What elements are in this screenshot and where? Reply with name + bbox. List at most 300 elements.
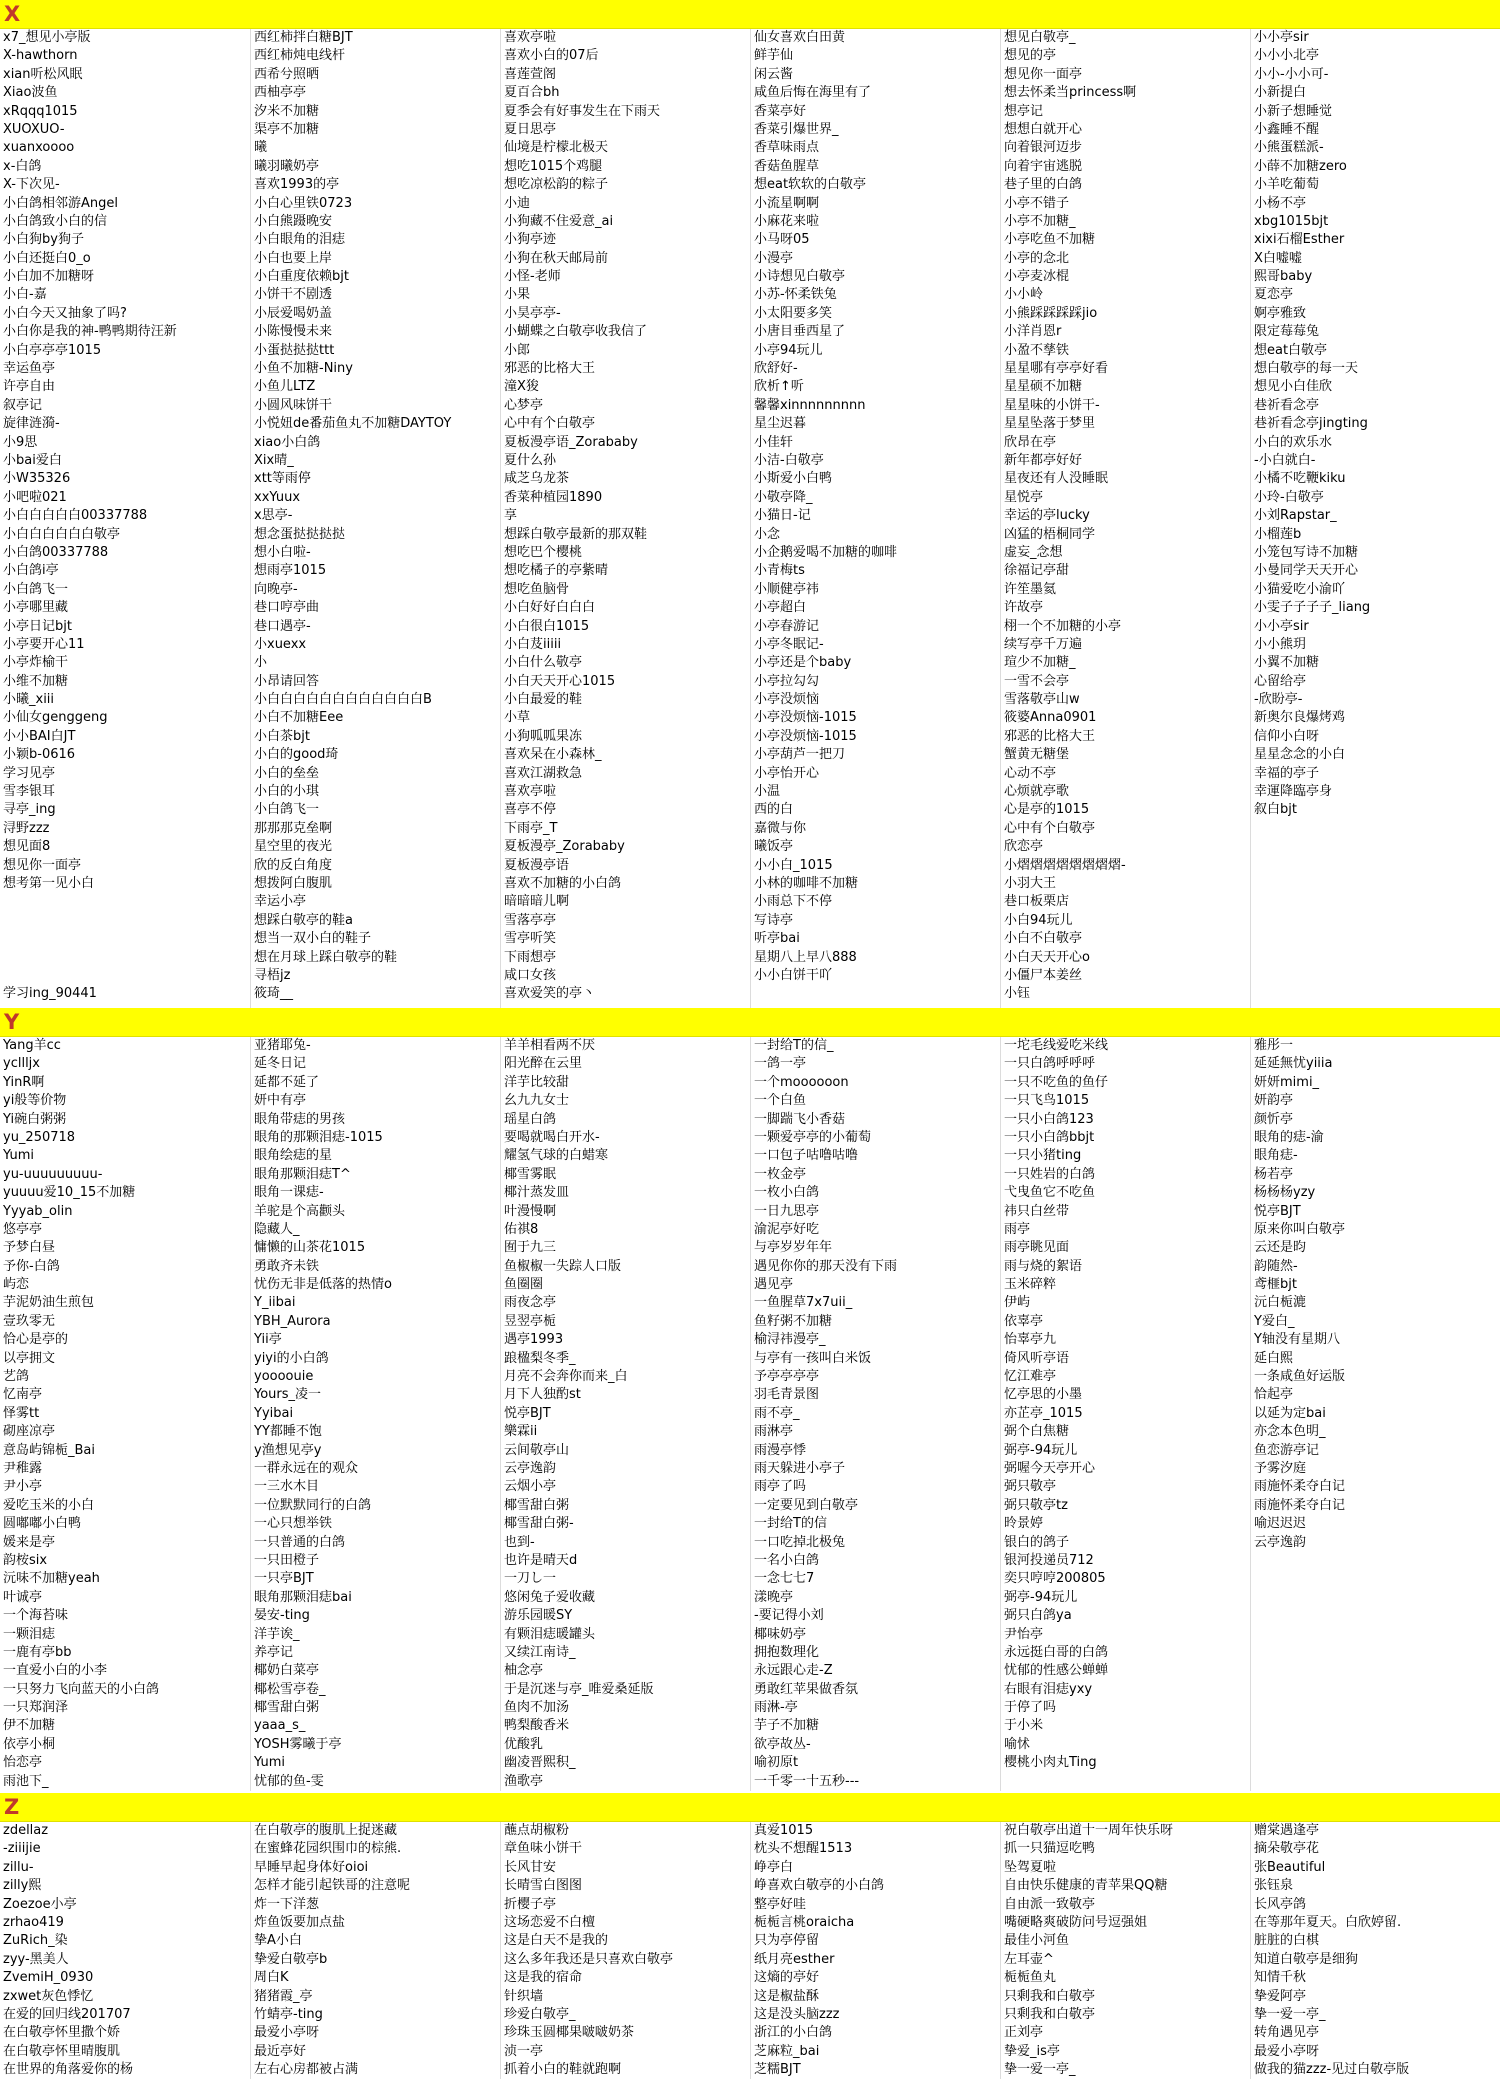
name-cell: 鱼圈圈 bbox=[504, 1277, 544, 1293]
name-cell: 熙哥baby bbox=[1254, 269, 1313, 285]
name-cell: 那那那克垒啊 bbox=[254, 820, 333, 836]
name-cell: 只剩我和白敬亭 bbox=[1004, 2006, 1096, 2022]
name-cell: 许故亭 bbox=[1004, 600, 1044, 616]
name-cell: 坠驾夏啦 bbox=[1004, 1859, 1057, 1875]
name-cell: 小鱼不加糖-Niny bbox=[254, 361, 353, 377]
name-cell: x7_想见小亭版 bbox=[3, 30, 91, 45]
name-cell: 柚念亭 bbox=[504, 1663, 544, 1679]
name-cell: 小翼不加糖 bbox=[1254, 655, 1320, 671]
name-cell: 摘朵敬亭花 bbox=[1254, 1841, 1320, 1857]
name-cell: 蟹黄无糖堡 bbox=[1004, 747, 1070, 763]
name-cell: 巷祈看念亭jingting bbox=[1254, 416, 1368, 432]
name-cell: zxwet灰色悸忆 bbox=[3, 1988, 94, 2004]
name-cell: 小白-嘉 bbox=[3, 287, 47, 303]
name-cell: 想见小白佳欣 bbox=[1254, 379, 1333, 395]
name-cell: 一念七七7 bbox=[754, 1571, 815, 1587]
name-cell: 香草味雨点 bbox=[754, 140, 820, 156]
name-cell: 针织墙 bbox=[504, 1988, 544, 2004]
name-cell: 一只郑润泽 bbox=[3, 1700, 69, 1716]
name-cell: 悠亭亭 bbox=[3, 1221, 43, 1237]
name-cell: 小曼同学天天开心 bbox=[1254, 563, 1359, 579]
name-cell: 洋芋比较甜 bbox=[504, 1074, 570, 1090]
name-cell: 尹怡亭 bbox=[1004, 1626, 1044, 1642]
name-cell: 尹稚露 bbox=[3, 1460, 43, 1476]
name-cell: 小白不白敬亭 bbox=[1004, 931, 1083, 947]
name-cell: 心留给亭 bbox=[1254, 673, 1307, 689]
name-cell: 嘉微与你 bbox=[754, 820, 807, 836]
name-cell: 眼角痣- bbox=[1254, 1148, 1298, 1164]
name-cell: 屿恋 bbox=[3, 1277, 30, 1293]
name-cell: 与亭有一孩叫白米饭 bbox=[754, 1350, 872, 1366]
name-cell: x-白鸽 bbox=[3, 158, 42, 174]
name-cell: 小蛋挞挞挞ttt bbox=[254, 342, 335, 358]
name-column bbox=[0, 29, 250, 1022]
name-cell: 想踩白敬亭的鞋a bbox=[254, 912, 353, 928]
name-cell: 小盈不孳铁 bbox=[1004, 342, 1070, 358]
name-cell: 小郎 bbox=[504, 342, 531, 358]
name-cell: 弼亭-94玩儿 bbox=[1004, 1589, 1078, 1605]
name-cell: 炸一下洋葱 bbox=[254, 1896, 320, 1912]
name-cell: 想念蛋挞挞挞挞 bbox=[254, 526, 346, 542]
name-cell: 小亭哪里藏 bbox=[3, 600, 69, 616]
name-cell: 一只亭BJT bbox=[254, 1571, 314, 1587]
name-cell: 小狗亭迹 bbox=[504, 232, 557, 248]
name-cell: ZuRich_染 bbox=[3, 1933, 68, 1949]
name-cell: 也到- bbox=[504, 1534, 535, 1550]
name-cell: 星星味的小饼干- bbox=[1004, 397, 1100, 413]
name-cell: 幸福的亭子 bbox=[1254, 765, 1320, 781]
name-cell: 欲亭故丛- bbox=[754, 1736, 811, 1752]
name-cell: 延延無忧yiiia bbox=[1254, 1056, 1333, 1072]
name-cell: 慵懒的山茶花1015 bbox=[254, 1240, 366, 1256]
name-cell: 小洁-白敬亭 bbox=[754, 452, 824, 468]
name-cell: 写诗亭 bbox=[754, 912, 794, 928]
name-cell: 左右心房都被占满 bbox=[254, 2062, 359, 2078]
name-cell: 一封给T的信 bbox=[754, 1516, 827, 1532]
name-cell: 邪恶的比格大王 bbox=[1004, 728, 1096, 744]
name-cell: 漾晚亭 bbox=[754, 1589, 794, 1605]
name-cell: 夏板漫亭语 bbox=[504, 857, 570, 873]
name-cell: 想吃鱼脑骨 bbox=[504, 581, 570, 597]
name-cell: 抓一只猫逗吃鸭 bbox=[1004, 1841, 1096, 1857]
name-cell: 云亭逸韵 bbox=[1254, 1534, 1307, 1550]
name-cell: 鸢榧bjt bbox=[1254, 1277, 1297, 1293]
name-cell: 许笙墨氦 bbox=[1004, 581, 1057, 597]
name-cell: 下雨亭_T bbox=[504, 820, 558, 836]
name-cell: 鱼肉不加汤 bbox=[504, 1700, 570, 1716]
name-cell: 小亭没烦恼-1015 bbox=[754, 728, 857, 744]
name-cell bbox=[1251, 820, 1500, 838]
name-cell: 做我的猫zzz-见过白敬亭版 bbox=[1254, 2062, 1410, 2078]
name-cell: 一只不吃鱼的鱼仔 bbox=[1004, 1074, 1109, 1090]
name-cell: 小漫亭 bbox=[754, 250, 794, 266]
name-cell: 眼角的痣-渝 bbox=[1254, 1129, 1324, 1145]
name-cell: 想吃1015个鸡腿 bbox=[504, 158, 603, 174]
name-cell: 这是我的宿命 bbox=[504, 1970, 583, 1986]
name-cell: 左耳壶^ bbox=[1004, 1951, 1054, 1967]
name-cell: 小白很白1015 bbox=[504, 618, 590, 634]
name-cell: 眼角绘痣的星 bbox=[254, 1148, 333, 1164]
name-cell: 怎样才能引起铁哥的注意呢 bbox=[254, 1878, 411, 1894]
name-cell: 小猫爱吃小渝吖 bbox=[1254, 581, 1346, 597]
name-cell: 珍爱白敬亭_ bbox=[504, 2006, 576, 2022]
name-cell bbox=[1251, 1626, 1500, 1644]
name-cell: 星星念念的小白 bbox=[1254, 747, 1346, 763]
name-cell: 栀栀鱼丸 bbox=[1004, 1970, 1057, 1986]
section-letter: X bbox=[4, 2, 21, 26]
name-cell: 银白的鸽子 bbox=[1004, 1534, 1070, 1550]
name-cell: 雨亭 bbox=[1004, 1221, 1031, 1237]
name-cell: 妍韵亭 bbox=[1254, 1093, 1294, 1109]
name-cell: 叶漫慢啊 bbox=[504, 1203, 557, 1219]
name-cell: 寻梧jz bbox=[254, 967, 291, 983]
name-cell: 想见白敬亭_ bbox=[1004, 30, 1076, 45]
name-cell: 弼亭-94玩儿 bbox=[1004, 1442, 1078, 1458]
name-cell: 小鱼儿LTZ bbox=[254, 379, 316, 395]
name-cell: 自由派一致敬亭 bbox=[1004, 1896, 1096, 1912]
name-cell: 小小白饼干吖 bbox=[754, 967, 833, 983]
name-cell: 晏安-ting bbox=[254, 1608, 310, 1624]
name-cell: 珍珠玉圆椰果啵啵奶茶 bbox=[504, 2025, 635, 2041]
name-cell: 咸口女孩 bbox=[504, 967, 557, 983]
name-cell bbox=[1251, 1736, 1500, 1754]
name-cell: 以亭拥文 bbox=[3, 1350, 56, 1366]
name-cell: 小迪 bbox=[504, 195, 531, 211]
name-cell bbox=[1251, 967, 1500, 985]
name-cell: 鱼椒椒一失踪人口版 bbox=[504, 1258, 622, 1274]
name-cell: 夏板漫亭_Zorababy bbox=[504, 839, 625, 855]
name-cell: 欣的反白角度 bbox=[254, 857, 333, 873]
name-cell: 浔野zzz bbox=[3, 820, 50, 836]
name-cell: -ziiijie bbox=[3, 1841, 41, 1857]
name-cell: 小亭没烦恼 bbox=[754, 692, 820, 708]
name-cell: 小白不加糖Eee bbox=[254, 710, 344, 726]
name-cell: 遇亭1993 bbox=[504, 1332, 564, 1348]
name-column bbox=[1000, 1037, 1250, 1791]
name-cell bbox=[1251, 1662, 1500, 1680]
name-cell: 小白茶bjt bbox=[254, 728, 310, 744]
name-cell: 香菜种植园1890 bbox=[504, 489, 603, 505]
name-column bbox=[500, 29, 750, 1022]
name-cell: 遇见亭 bbox=[754, 1277, 794, 1293]
name-cell: 最佳小河鱼 bbox=[1004, 1933, 1070, 1949]
name-cell: 沅味不加糖yeah bbox=[3, 1571, 100, 1587]
name-cell bbox=[1251, 949, 1500, 967]
name-cell: 又续江南诗_ bbox=[504, 1644, 576, 1660]
name-cell: 小亭还是个baby bbox=[754, 655, 852, 671]
name-cell: 一颗泪痣 bbox=[3, 1626, 56, 1642]
name-cell: 小白天天开心1015 bbox=[504, 673, 616, 689]
name-cell: 椰雪甜白粥- bbox=[504, 1516, 574, 1532]
name-cell: 小白熊蹑晚安 bbox=[254, 213, 333, 229]
name-cell: 小亭冬眠记- bbox=[754, 636, 824, 652]
name-cell bbox=[1251, 1644, 1500, 1662]
name-cell: Yyibai bbox=[254, 1405, 294, 1421]
name-cell: 一坨毛线爱吃米线 bbox=[1004, 1038, 1109, 1053]
name-cell: 一只姓岩的白鸽 bbox=[1004, 1166, 1096, 1182]
name-column bbox=[250, 1037, 500, 1791]
name-column bbox=[250, 29, 500, 1022]
name-cell: 这熵的亭好 bbox=[754, 1970, 820, 1986]
name-cell: xtt等雨停 bbox=[254, 471, 311, 487]
name-cell: 脏脏的白棋 bbox=[1254, 1933, 1320, 1949]
name-cell: 一封给T的信_ bbox=[754, 1038, 834, 1053]
name-cell: xixi石榴Esther bbox=[1254, 232, 1345, 248]
name-cell: 羊驼是个高颧头 bbox=[254, 1203, 346, 1219]
name-cell bbox=[0, 912, 250, 930]
name-cell: 夏什么孙 bbox=[504, 452, 557, 468]
name-cell: 勇敢红苹果做香氛 bbox=[754, 1681, 859, 1697]
name-cell: 香菜亭好 bbox=[754, 103, 807, 119]
name-cell: 一只普通的白鸽 bbox=[254, 1534, 346, 1550]
name-cell: xian听松风眠 bbox=[3, 66, 83, 82]
name-cell: 夏百合bh bbox=[504, 85, 560, 101]
name-cell: 小白白白白白00337788 bbox=[3, 508, 148, 524]
name-cell: zdellaz bbox=[3, 1823, 49, 1838]
name-cell: 想亭记 bbox=[1004, 103, 1044, 119]
name-cell: 小刘Rapstar_ bbox=[1254, 508, 1337, 524]
name-cell: 潼X狻 bbox=[504, 379, 539, 395]
name-cell: 小白今天又抽象了吗? bbox=[3, 305, 127, 321]
name-cell: 香菇鱼腥草 bbox=[754, 158, 820, 174]
name-cell: 颜忻亭 bbox=[1254, 1111, 1294, 1127]
name-cell: 忆江难亭 bbox=[1004, 1369, 1057, 1385]
name-cell: 一条咸鱼好运版 bbox=[1254, 1369, 1346, 1385]
name-cell: 想考第一见小白 bbox=[3, 875, 95, 891]
name-cell: xuanxoooo bbox=[3, 140, 75, 156]
name-cell: 小颖b-0616 bbox=[3, 747, 76, 763]
name-cell: 西柚亭亭 bbox=[254, 85, 307, 101]
name-cell: 小雯子子子子_liang bbox=[1254, 600, 1371, 616]
name-cell: 与亭岁岁年年 bbox=[754, 1240, 833, 1256]
name-cell: 椰奶白菜亭 bbox=[254, 1663, 320, 1679]
name-grid bbox=[0, 1822, 1500, 2079]
name-cell: -欣盼亭- bbox=[1254, 692, 1303, 708]
name-cell: zilly熙 bbox=[3, 1878, 42, 1894]
name-cell: y渔想见亭y bbox=[254, 1442, 322, 1458]
name-cell: 小白白白白白白白白白白白白B bbox=[254, 692, 432, 708]
name-cell: 瑶星白鸽 bbox=[504, 1111, 557, 1127]
name-cell: 韵桉six bbox=[3, 1552, 48, 1568]
name-cell: 巷子里的白鸽 bbox=[1004, 177, 1083, 193]
name-cell: X白嘘嘘 bbox=[1254, 250, 1302, 266]
name-cell: 邪恶的比格大王 bbox=[504, 361, 596, 377]
name-cell: 小白也要上岸 bbox=[254, 250, 333, 266]
name-cell: 怿雾tt bbox=[3, 1405, 40, 1421]
name-cell: 挚爱白敬亭b bbox=[254, 1951, 328, 1967]
name-cell: 一刀し一 bbox=[504, 1571, 557, 1587]
name-cell: 弋曳鱼它不吃鱼 bbox=[1004, 1185, 1096, 1201]
name-cell: Xiao波鱼 bbox=[3, 85, 58, 101]
name-cell: 勇敢齐未铁 bbox=[254, 1258, 320, 1274]
name-cell: 一只飞鸟1015 bbox=[1004, 1093, 1090, 1109]
name-cell: 喻迟迟迟 bbox=[1254, 1516, 1307, 1532]
name-cell: 养亭记 bbox=[254, 1644, 294, 1660]
name-cell: 小杨不亭 bbox=[1254, 195, 1307, 211]
name-cell: 新奥尔良爆烤鸡 bbox=[1254, 710, 1346, 726]
name-cell: 一鹿有亭bb bbox=[3, 1644, 72, 1660]
name-cell: Zoezoe小亭 bbox=[3, 1896, 77, 1912]
name-cell: 奕只哼哼200805 bbox=[1004, 1571, 1106, 1587]
name-cell: YinR啊 bbox=[3, 1074, 45, 1090]
name-cell: 在等那年夏天。白欣婷留. bbox=[1254, 1914, 1402, 1930]
name-cell: 小企鹅爱喝不加糖的咖啡 bbox=[754, 544, 898, 560]
name-cell: 闲云酱 bbox=[754, 66, 794, 82]
name-cell: 一日九思亭 bbox=[754, 1203, 820, 1219]
name-cell: 雨施怀柔夺白记 bbox=[1254, 1479, 1346, 1495]
name-cell: 椰雪雾眠 bbox=[504, 1166, 557, 1182]
name-cell: Y_iibai bbox=[254, 1295, 296, 1311]
name-cell bbox=[1251, 1607, 1500, 1625]
name-cell: 弼只白鸽ya bbox=[1004, 1608, 1072, 1624]
name-cell: 雅彤一 bbox=[1254, 1038, 1294, 1053]
name-cell: 雪李银耳 bbox=[3, 784, 56, 800]
name-cell: 浈一亭 bbox=[504, 2043, 544, 2059]
name-cell: 意岛屿锦栀_Bai bbox=[3, 1442, 95, 1458]
name-cell bbox=[1251, 857, 1500, 875]
name-cell: 小陈慢慢未来 bbox=[254, 324, 333, 340]
name-cell bbox=[1251, 1589, 1500, 1607]
name-cell: 一直爱小白的小李 bbox=[3, 1663, 108, 1679]
name-grid bbox=[0, 29, 1500, 1022]
name-cell: 永远挺白哥的白鸽 bbox=[1004, 1644, 1109, 1660]
section-z bbox=[0, 1793, 1500, 2079]
name-cell: 曦 bbox=[254, 140, 268, 156]
name-cell: 依辜亭 bbox=[1004, 1313, 1044, 1329]
name-cell: 小小白_1015 bbox=[754, 857, 833, 873]
name-cell: 想去怀柔当princess啊 bbox=[1004, 85, 1137, 101]
name-cell: 巷口遇亭- bbox=[254, 618, 311, 634]
name-cell: 小流星啊啊 bbox=[754, 195, 820, 211]
name-cell: 右眼有泪痣yxy bbox=[1004, 1681, 1093, 1697]
name-cell: 旋律涟漪- bbox=[3, 416, 60, 432]
name-cell: 雨淋-亭 bbox=[754, 1700, 798, 1716]
name-cell: 一口吃掉北极兔 bbox=[754, 1534, 846, 1550]
name-cell: 小白重度依赖bjt bbox=[254, 269, 349, 285]
name-cell: 心中有个白敬亭 bbox=[1004, 820, 1096, 836]
name-cell: 砌座凉亭 bbox=[3, 1424, 56, 1440]
name-cell bbox=[1251, 1717, 1500, 1735]
name-cell: 小狗在秋天邮局前 bbox=[504, 250, 609, 266]
name-cell: 竹蜻亭-ting bbox=[254, 2006, 323, 2022]
name-cell: 小亭要开心11 bbox=[3, 636, 85, 652]
name-cell: 小亭日记bjt bbox=[3, 618, 72, 634]
name-cell: Y轴没有星期八 bbox=[1254, 1332, 1340, 1348]
name-cell bbox=[1251, 985, 1500, 1003]
name-cell: 小亭不加糖_ bbox=[1004, 213, 1076, 229]
name-cell: 小鑫睡不醒 bbox=[1254, 121, 1320, 137]
name-cell: 昤景婷 bbox=[1004, 1516, 1044, 1532]
name-cell: 椰汁蒸发皿 bbox=[504, 1185, 570, 1201]
name-cell: 小白心里铁0723 bbox=[254, 195, 353, 211]
name-cell: 咸鱼后悔在海里有了 bbox=[754, 85, 872, 101]
name-cell: 有颗泪痣暖罐头 bbox=[504, 1626, 596, 1642]
name-cell: 幸運降臨亭身 bbox=[1254, 784, 1333, 800]
name-cell: 欣舒好- bbox=[754, 361, 798, 377]
name-cell: 悦亭BJT bbox=[1254, 1203, 1301, 1219]
name-cell: 星星硕不加糖 bbox=[1004, 379, 1083, 395]
name-cell: 早睡早起身体好oioi bbox=[254, 1859, 369, 1875]
name-cell: 想想白就开心 bbox=[1004, 121, 1083, 137]
name-cell: 想小白啦- bbox=[254, 544, 311, 560]
name-cell: 这是白天不是我的 bbox=[504, 1933, 609, 1949]
name-cell: 亦念本色明_ bbox=[1254, 1424, 1326, 1440]
name-cell: 想吃巴个樱桃 bbox=[504, 544, 583, 560]
name-cell: 夏板漫亭语_Zorababy bbox=[504, 434, 638, 450]
name-cell: 小敬亭降_ bbox=[754, 489, 813, 505]
name-cell: 想见面8 bbox=[3, 839, 51, 855]
name-cell: 雨漫亭悸 bbox=[754, 1442, 807, 1458]
name-cell bbox=[1251, 875, 1500, 893]
name-column bbox=[1000, 29, 1250, 1022]
name-cell: 玉米碎粹 bbox=[1004, 1277, 1057, 1293]
name-cell: 张Beautiful bbox=[1254, 1859, 1326, 1875]
name-cell: 忧郁的性感公蝉蝉 bbox=[1004, 1663, 1109, 1679]
name-cell: 小小亭sir bbox=[1254, 618, 1309, 634]
name-cell: 小亭没烦恼-1015 bbox=[754, 710, 857, 726]
name-cell: 小草 bbox=[504, 710, 531, 726]
name-grid bbox=[0, 1037, 1500, 1791]
name-cell: ZvemiH_0930 bbox=[3, 1970, 94, 1986]
name-cell: 想见你一面亭 bbox=[3, 857, 82, 873]
name-cell: 峥亭白 bbox=[754, 1859, 794, 1875]
name-cell: 隐藏人_ bbox=[254, 1221, 300, 1237]
name-cell bbox=[1251, 1773, 1500, 1791]
name-cell: 囿于九三 bbox=[504, 1240, 557, 1256]
name-cell: 韵随然- bbox=[1254, 1258, 1298, 1274]
section-x bbox=[0, 0, 1500, 1022]
name-cell: 忆亭思的小墨 bbox=[1004, 1387, 1083, 1403]
name-cell: 小亭炸榆干 bbox=[3, 655, 69, 671]
name-cell: 沅白栀漉 bbox=[1254, 1295, 1307, 1311]
name-cell: 炸鱼饭要加点盐 bbox=[254, 1914, 346, 1930]
name-cell: 银河投递员712 bbox=[1004, 1552, 1094, 1568]
name-cell: 以延为定bai bbox=[1254, 1405, 1326, 1421]
name-cell: 挚A小白 bbox=[254, 1933, 302, 1949]
name-cell: yiyi的小白鸽 bbox=[254, 1350, 329, 1366]
name-cell: 小雨总下不停 bbox=[754, 894, 833, 910]
name-cell: 小白鸽飞一 bbox=[254, 802, 320, 818]
name-cell: 于小米 bbox=[1004, 1718, 1044, 1734]
name-cell: 小昂请回答 bbox=[254, 673, 320, 689]
name-cell: 欣昂在亭 bbox=[1004, 434, 1057, 450]
name-cell: 小白还挺白0_o bbox=[3, 250, 91, 266]
name-cell: 汐米不加糖 bbox=[254, 103, 320, 119]
name-cell: 鲜芋仙 bbox=[754, 48, 794, 64]
name-cell: 只剩我和白敬亭 bbox=[1004, 1988, 1096, 2004]
name-cell: 西红柿拌白糖BJT bbox=[254, 30, 353, 45]
name-cell: 云烟小亭 bbox=[504, 1479, 557, 1495]
name-cell: 怡辜亭九 bbox=[1004, 1332, 1057, 1348]
name-cell: 虚妄_念想 bbox=[1004, 544, 1063, 560]
name-cell: 心中有个白敬亭 bbox=[504, 416, 596, 432]
name-cell: 祎只白丝带 bbox=[1004, 1203, 1070, 1219]
name-cell: 鸭梨酸香米 bbox=[504, 1718, 570, 1734]
name-cell: 信仰小白呀 bbox=[1254, 728, 1320, 744]
name-cell: 赠棠遇逢亭 bbox=[1254, 1823, 1320, 1838]
name-cell: 最近亭好 bbox=[254, 2043, 307, 2059]
name-cell: Yi碗白粥粥 bbox=[3, 1111, 67, 1127]
name-cell: 原来你叫白敬亭 bbox=[1254, 1221, 1346, 1237]
name-cell: 小白鸽i亭 bbox=[3, 563, 59, 579]
name-cell: 小饼干不剧透 bbox=[254, 287, 333, 303]
name-cell: 星星哪有亭亭好看 bbox=[1004, 361, 1109, 377]
name-cell: Yyyab_olin bbox=[3, 1203, 73, 1219]
name-cell: zrhao419 bbox=[3, 1914, 64, 1930]
name-cell: 倚风听亭语 bbox=[1004, 1350, 1070, 1366]
name-cell: 小白鸽00337788 bbox=[3, 544, 109, 560]
name-cell: 喜欢1993的亭 bbox=[254, 177, 340, 193]
